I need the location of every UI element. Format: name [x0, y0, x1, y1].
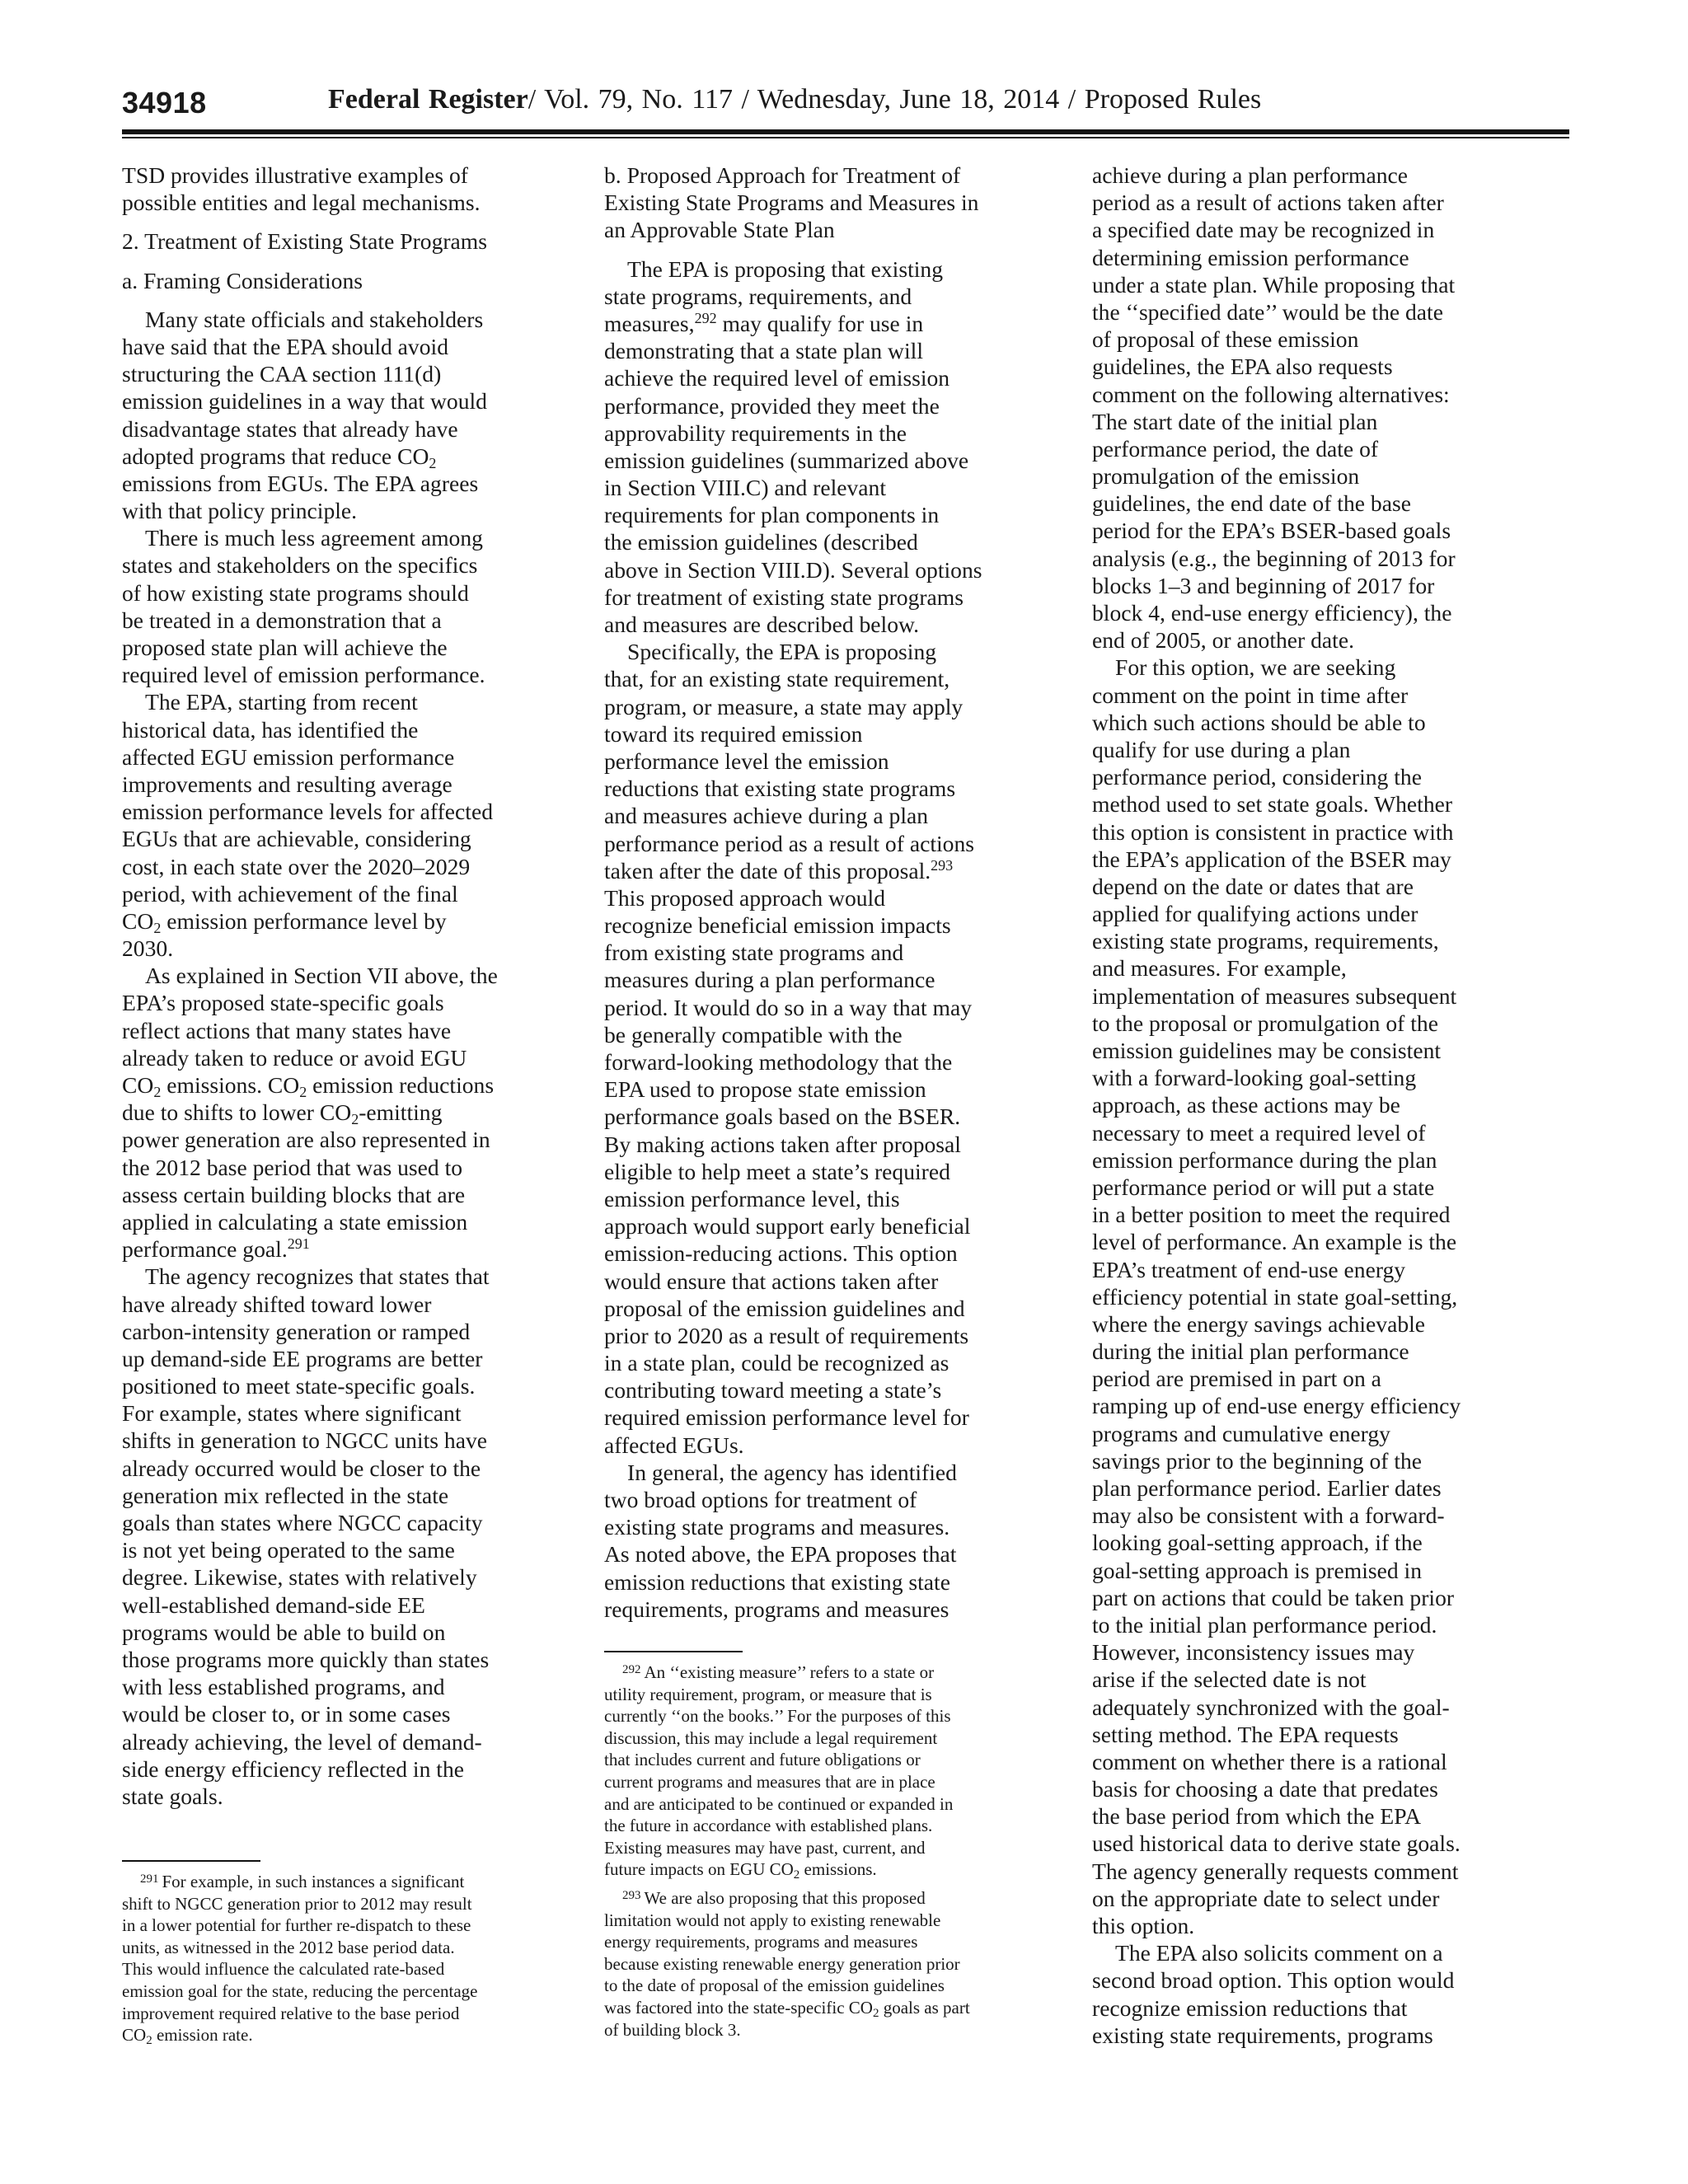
text-line: already achieving, the level of demand- — [122, 1728, 482, 1755]
text-fragment: emission rate. — [152, 2025, 253, 2046]
paragraph — [1092, 654, 1570, 1939]
text-line: have said that the EPA should avoid — [122, 333, 448, 359]
text-line: As noted above, the EPA proposes that — [604, 1541, 957, 1568]
footnote-292 — [604, 1661, 1072, 2041]
text-line: method used to set state goals. Whether — [1092, 791, 1453, 818]
text-line: where the energy savings achievable — [1092, 1310, 1426, 1337]
text-line — [604, 1661, 1072, 1684]
text-line: looking goal-setting approach, if the — [1092, 1530, 1423, 1556]
text-line: current programs and measures that are in place — [604, 1771, 935, 1792]
text-line: performance period or will put a state — [1092, 1174, 1435, 1200]
text-line: analysis (e.g., the beginning of 2013 for — [1092, 545, 1456, 571]
paragraph — [122, 306, 584, 525]
text-line: this option is consistent in practice with — [1092, 818, 1454, 845]
text-line: from existing state programs and — [604, 940, 904, 966]
text-line: limitation would not apply to existing renewable — [604, 1910, 941, 1930]
text-line: emission guidelines may be consistent — [1092, 1038, 1442, 1063]
text-line: period as a result of actions taken after — [1092, 190, 1444, 216]
text-line: the future in accordance with established plans. — [604, 1816, 933, 1836]
paragraph — [1092, 1939, 1570, 2049]
text-line: degree. Likewise, states with relatively — [122, 1564, 477, 1591]
text-line: applied for qualifying actions under — [1092, 901, 1418, 927]
text-line: for treatment of existing state programs — [604, 583, 964, 610]
text-line — [122, 1099, 584, 1126]
text-line: This would influence the calculated rate-based — [122, 1959, 445, 1980]
text-line: performance level the emission — [604, 748, 889, 774]
text-line: of proposal of these emission — [1092, 326, 1359, 353]
text-line: because existing renewable energy generation prior — [604, 1953, 960, 1974]
text-fragment: may qualify for use in — [716, 310, 924, 336]
text-line: the 2012 base period that was used to — [122, 1154, 463, 1180]
text-line: reductions that existing state programs — [604, 776, 956, 802]
paragraph — [122, 688, 584, 962]
text-line: EPA’s proposed state-specific goals — [122, 990, 444, 1016]
text-line: requirements, programs and measures — [604, 1596, 950, 1622]
text-line: comment on the following alternatives: — [1092, 381, 1450, 407]
text-line: emission performance during the plan — [1092, 1146, 1437, 1173]
text-line: required emission performance level for — [604, 1404, 969, 1431]
subscript: 2 — [351, 1111, 359, 1128]
text-line: performance, provided they meet the — [604, 392, 940, 419]
text-line: to the initial plan performance period. — [1092, 1611, 1437, 1638]
text-line: side energy efficiency reflected in the — [122, 1755, 464, 1782]
text-line: with that policy principle. — [122, 498, 358, 524]
text-line: determining emission performance — [1092, 244, 1409, 270]
column-1 — [122, 162, 584, 1810]
text-line: achieve the required level of emission — [604, 365, 950, 391]
text-line: prior to 2020 as a result of requirements — [604, 1322, 969, 1348]
text-line: second broad option. This option would — [1092, 1967, 1455, 1994]
text-line: As explained in Section VII above, the — [145, 963, 498, 989]
text-line: structuring the CAA section 111(d) — [122, 361, 442, 387]
text-line: with less established programs, and — [122, 1674, 445, 1700]
text-line: Existing State Programs and Measures in — [604, 190, 979, 216]
text-line: those programs more quickly than states — [122, 1646, 490, 1672]
text-fragment: emission reductions — [307, 1072, 495, 1098]
text-line: approach would support early beneficial — [604, 1213, 971, 1240]
subsection-heading: a. Framing Considerations — [122, 267, 363, 293]
text-line: would ensure that actions taken after — [604, 1268, 939, 1294]
subscript: 2 — [872, 2006, 879, 2020]
text-line: generation mix reflected in the state — [122, 1482, 449, 1508]
text-line: the ‘‘specified date’’ would be the date — [1092, 298, 1443, 325]
text-line: and measures. For example, — [1092, 955, 1347, 982]
text-line: emission guidelines (summarized above — [604, 447, 969, 473]
text-line: cost, in each state over the 2020–2029 — [122, 853, 471, 879]
text-line: measures during a plan performance — [604, 967, 935, 993]
text-line: guidelines, the EPA also requests — [1092, 354, 1393, 380]
paragraph — [1092, 162, 1570, 654]
text-line: comment on the point in time after — [1092, 682, 1409, 708]
text-fragment: due to shifts to lower CO — [122, 1099, 352, 1126]
footnote-291 — [122, 1871, 584, 2046]
subscript: 2 — [429, 454, 437, 471]
text-line: contributing toward meeting a state’s — [604, 1377, 942, 1404]
text-line: This proposed approach would — [604, 884, 886, 911]
text-line: The agency recognizes that states that — [145, 1263, 490, 1290]
text-line: on the appropriate date to select under — [1092, 1885, 1440, 1911]
text-line: proposal of the emission guidelines and — [604, 1295, 965, 1321]
text-line: already taken to reduce or avoid EGU — [122, 1044, 467, 1071]
text-fragment: An ‘‘existing measure’’ refers to a state or — [644, 1662, 935, 1682]
text-line: during the initial plan performance — [1092, 1338, 1409, 1365]
text-line: programs and cumulative energy — [1092, 1420, 1390, 1446]
text-line: reflect actions that many states have — [122, 1017, 452, 1043]
text-line: carbon-intensity generation or ramped — [122, 1318, 471, 1344]
text-line: power generation are also represented in — [122, 1127, 490, 1153]
text-line: shift to NGCC generation prior to 2012 may result — [122, 1893, 472, 1914]
text-line — [122, 1871, 584, 1893]
text-line: programs would be able to build on — [122, 1619, 446, 1645]
text-line: emission performance level, this — [604, 1185, 900, 1212]
text-line: promulgation of the emission — [1092, 463, 1360, 490]
text-line: an Approvable State Plan — [604, 217, 835, 243]
text-line: would be closer to, or in some cases — [122, 1701, 451, 1727]
text-line: be generally compatible with the — [604, 1021, 903, 1047]
text-line — [122, 443, 584, 470]
text-line: in a state plan, could be recognized as — [604, 1350, 950, 1376]
text-line: that, for an existing state requirement, — [604, 666, 950, 692]
text-line — [604, 310, 1072, 337]
text-fragment: For example, in such instances a significant — [162, 1872, 465, 1891]
running-header — [122, 86, 1569, 129]
text-line — [122, 1071, 584, 1099]
subsection-heading — [604, 162, 1072, 244]
text-line: up demand-side EE programs are better — [122, 1345, 483, 1371]
text-line: The EPA is proposing that existing — [627, 255, 943, 282]
text-line: of how existing state programs should — [122, 579, 469, 606]
paragraph — [122, 524, 584, 688]
text-fragment: was factored into the state-specific CO — [604, 1997, 873, 2018]
text-line: ramping up of end-use energy efficiency — [1092, 1393, 1461, 1419]
text-fragment: taken after the date of this proposal. — [604, 857, 931, 883]
text-line: toward its required emission — [604, 720, 863, 747]
text-line: already occurred would be closer to the — [122, 1455, 481, 1481]
text-line: improvements and resulting average — [122, 771, 452, 797]
text-line: requirements for plan components in — [604, 502, 940, 528]
text-line: in a better position to meet the required — [1092, 1202, 1451, 1228]
text-line: 2030. — [122, 935, 174, 962]
text-line: The agency generally requests comment — [1092, 1858, 1459, 1884]
text-line: which such actions should be able to — [1092, 709, 1426, 735]
subscript: 2 — [146, 2034, 152, 2048]
text-line: guidelines, the end date of the base — [1092, 490, 1411, 517]
running-head — [328, 84, 1261, 115]
text-line: goal-setting approach is premised in — [1092, 1557, 1423, 1583]
text-line: blocks 1–3 and beginning of 2017 for — [1092, 572, 1435, 598]
text-line: comment on whether there is a rational — [1092, 1748, 1447, 1774]
paragraph — [604, 1459, 1072, 1623]
header-rule — [122, 129, 1569, 134]
text-line: EPA’s treatment of end-use energy — [1092, 1256, 1406, 1282]
text-line — [604, 1997, 1072, 2019]
subscript: 2 — [299, 1084, 307, 1100]
text-line: The EPA also solicits comment on a — [1115, 1940, 1443, 1966]
text-line: EGUs that are achievable, considering — [122, 826, 471, 852]
text-line: to the proposal or promulgation of the — [1092, 1010, 1438, 1036]
header-rule-thin — [122, 137, 1569, 138]
paragraph — [604, 255, 1072, 639]
text-line: Existing measures may have past, current, and — [604, 1837, 926, 1858]
subscript: 2 — [153, 919, 162, 936]
text-line: recognize emission reductions that — [1092, 1994, 1408, 2021]
text-line: energy requirements, programs and measures — [604, 1932, 918, 1952]
text-line — [604, 1858, 1072, 1881]
text-line: block 4, end-use energy efficiency), the — [1092, 600, 1452, 626]
text-fragment: CO — [122, 907, 154, 934]
text-line: The EPA, starting from recent — [145, 689, 418, 715]
text-line: this option. — [1092, 1913, 1195, 1938]
subscript: 2 — [793, 1868, 800, 1882]
text-line: discussion, this may include a legal requirement — [604, 1727, 938, 1748]
text-line: the EPA’s application of the BSER may — [1092, 846, 1451, 872]
text-line: By making actions taken after proposal — [604, 1131, 961, 1157]
text-line: currently ‘‘on the books.’’ For the purposes of this — [604, 1706, 951, 1727]
text-line — [122, 907, 584, 935]
text-fragment: emissions. CO — [161, 1072, 300, 1098]
paragraph — [122, 1263, 584, 1810]
footnote-rule — [122, 1860, 260, 1862]
text-line: EPA used to propose state emission — [604, 1076, 926, 1103]
paragraph — [122, 962, 584, 1263]
text-line — [122, 2024, 584, 2046]
text-line: TSD provides illustrative examples of — [122, 162, 468, 188]
text-line: in a lower potential for further re-dispatch to these — [122, 1915, 471, 1936]
text-line: emission-reducing actions. This option — [604, 1240, 958, 1267]
footnote-ref[interactable]: 291 — [287, 1235, 310, 1253]
text-line: disadvantage states that already have — [122, 415, 458, 442]
text-line: units, as witnessed in the 2012 base period data. — [122, 1937, 455, 1957]
text-line: necessary to meet a required level of — [1092, 1119, 1426, 1146]
text-line: and measures are described below. — [604, 612, 920, 637]
paragraph — [604, 638, 1072, 1459]
text-line: part on actions that could be taken prior — [1092, 1584, 1455, 1610]
text-line: goals than states where NGCC capacity — [122, 1510, 483, 1535]
footnote-rule — [604, 1651, 743, 1652]
text-line: efficiency potential in state goal-setting, — [1092, 1283, 1458, 1310]
footnote-ref[interactable]: 293 — [931, 856, 954, 874]
text-line: is not yet being operated to the same — [122, 1537, 455, 1563]
text-fragment: goals as part — [879, 1997, 970, 2018]
text-line: state programs, requirements, and — [604, 283, 912, 309]
text-line: period are premised in part on a — [1092, 1366, 1381, 1392]
text-line: emissions from EGUs. The EPA agrees — [122, 470, 479, 496]
text-line: savings prior to the beginning of the — [1092, 1447, 1423, 1474]
text-line: with a forward-looking goal-setting — [1092, 1065, 1417, 1091]
text-line: setting method. The EPA requests — [1092, 1721, 1399, 1747]
text-line: period for the EPA’s BSER-based goals — [1092, 518, 1451, 544]
text-line — [604, 1887, 1072, 1910]
text-line: approach, as these actions may be — [1092, 1092, 1400, 1118]
text-line: improvement required relative to the base period — [122, 2003, 460, 2023]
text-line: period, with achievement of the final — [122, 880, 458, 907]
text-line: under a state plan. While proposing that — [1092, 271, 1456, 298]
text-line: used historical data to derive state goals. — [1092, 1830, 1461, 1857]
publication-name: Federal Register — [328, 84, 528, 115]
text-line: affected EGUs. — [604, 1432, 744, 1458]
column-3 — [1092, 162, 1570, 2049]
text-line: emission guidelines in a way that would — [122, 388, 487, 415]
text-line: shifts in generation to NGCC units have — [122, 1427, 487, 1454]
text-line: arise if the selected date is not — [1092, 1666, 1367, 1693]
text-line: positioned to meet state-specific goals. — [122, 1373, 476, 1399]
column-2 — [604, 162, 1072, 1623]
text-line: demonstrating that a state plan will — [604, 338, 923, 364]
text-line: a specified date may be recognized in — [1092, 217, 1435, 243]
text-line: required level of emission performance. — [122, 662, 485, 688]
text-line: the base period from which the EPA — [1092, 1803, 1422, 1830]
text-line: performance period, considering the — [1092, 764, 1422, 790]
text-fragment: CO — [122, 2025, 147, 2046]
text-line: achieve during a plan performance — [1092, 162, 1409, 188]
subscript: 2 — [153, 1084, 162, 1100]
text-line: state goals. — [122, 1783, 223, 1809]
text-line: of building block 3. — [604, 2019, 741, 2040]
text-line: Specifically, the EPA is proposing — [627, 639, 937, 665]
footnote-number: 291 — [140, 1872, 159, 1886]
text-line: program, or measure, a state may apply — [604, 693, 964, 719]
text-line: recognize beneficial emission impacts — [604, 912, 951, 939]
text-line: In general, the agency has identified — [627, 1459, 957, 1485]
page-number: 34918 — [122, 86, 207, 120]
text-line: approvability requirements in the — [604, 419, 907, 446]
text-line: affected EGU emission performance — [122, 743, 455, 770]
section-heading: 2. Treatment of Existing State Programs — [122, 228, 488, 255]
text-line: For this option, we are seeking — [1115, 654, 1396, 681]
footnote-number: 292 — [622, 1663, 641, 1676]
text-line: historical data, has identified the — [122, 716, 419, 743]
text-line: However, inconsistency issues may — [1092, 1639, 1415, 1666]
text-line: be treated in a demonstration that a — [122, 607, 442, 633]
issue-info: / Vol. 79, No. 117 / Wednesday, June 18, 2014 / Proposed Rules — [528, 84, 1262, 115]
text-line: The start date of the initial plan — [1092, 408, 1378, 434]
text-line: above in Section VIII.D). Several options — [604, 556, 982, 583]
text-line: applied in calculating a state emission — [122, 1208, 468, 1235]
text-line: states and stakeholders on the specifics — [122, 552, 478, 579]
text-line: assess certain building blocks that are — [122, 1181, 466, 1207]
text-line: proposed state plan will achieve the — [122, 635, 448, 660]
text-fragment: adopted programs that reduce CO — [122, 443, 429, 469]
text-line: performance goals based on the BSER. — [604, 1104, 961, 1130]
text-line: emission performance levels for affected — [122, 799, 493, 825]
text-line: For example, states where significant — [122, 1400, 462, 1427]
text-line: qualify for use during a plan — [1092, 736, 1351, 762]
text-line: utility requirement, program, or measure that is — [604, 1684, 932, 1704]
footnote-number: 293 — [622, 1888, 641, 1902]
text-fragment: future impacts on EGU CO — [604, 1859, 794, 1880]
text-fragment: -emitting — [359, 1099, 443, 1126]
text-line: plan performance period. Earlier dates — [1092, 1475, 1442, 1501]
text-line: end of 2005, or another date. — [1092, 627, 1354, 654]
text-line: that includes current and future obligations or — [604, 1750, 921, 1770]
text-line: emission goal for the state, reducing the percentage — [122, 1980, 478, 2001]
text-line: There is much less agreement among — [145, 525, 483, 551]
text-line: performance period as a result of actions — [604, 830, 974, 856]
text-line — [604, 857, 1072, 884]
text-line — [122, 1235, 584, 1263]
text-line: may also be consistent with a forward- — [1092, 1502, 1445, 1529]
text-fragment: performance goal. — [122, 1236, 288, 1263]
text-line: well-established demand-side EE — [122, 1591, 425, 1618]
text-line: b. Proposed Approach for Treatment of — [604, 162, 961, 188]
text-line: performance period, the date of — [1092, 435, 1379, 462]
text-line: the emission guidelines (described — [604, 529, 918, 555]
text-line: eligible to help meet a state’s required — [604, 1158, 950, 1184]
footnote-ref[interactable]: 292 — [694, 309, 717, 326]
text-line: two broad options for treatment of — [604, 1487, 917, 1512]
text-line: existing state requirements, programs — [1092, 2022, 1433, 2048]
text-line: emission reductions that existing state — [604, 1568, 950, 1595]
text-line: and measures achieve during a plan — [604, 803, 929, 829]
text-line: in Section VIII.C) and relevant — [604, 475, 887, 501]
text-line: existing state programs, requirements, — [1092, 928, 1439, 954]
text-fragment: CO — [122, 1072, 154, 1098]
text-line: depend on the date or dates that are — [1092, 873, 1414, 899]
text-line: level of performance. An example is the — [1092, 1229, 1457, 1255]
text-line: period. It would do so in a way that may — [604, 994, 973, 1020]
text-line: forward-looking methodology that the — [604, 1049, 953, 1075]
text-line: implementation of measures subsequent — [1092, 982, 1457, 1009]
text-fragment: emission performance level by — [161, 907, 447, 934]
text-line: have already shifted toward lower — [122, 1291, 432, 1317]
text-line: and are anticipated to be continued or expanded in — [604, 1793, 954, 1814]
text-line: Many state officials and stakeholders — [145, 306, 484, 332]
text-line: existing state programs and measures. — [604, 1514, 950, 1540]
text-line: possible entities and legal mechanisms. — [122, 190, 481, 216]
text-fragment: We are also proposing that this proposed — [644, 1887, 926, 1908]
text-fragment: measures, — [604, 310, 695, 336]
text-line: basis for choosing a date that predates — [1092, 1776, 1438, 1802]
text-line: to the date of proposal of the emission guidelines — [604, 1975, 945, 1996]
text-fragment: emissions. — [799, 1859, 877, 1880]
text-line: adequately synchronized with the goal- — [1092, 1694, 1450, 1720]
